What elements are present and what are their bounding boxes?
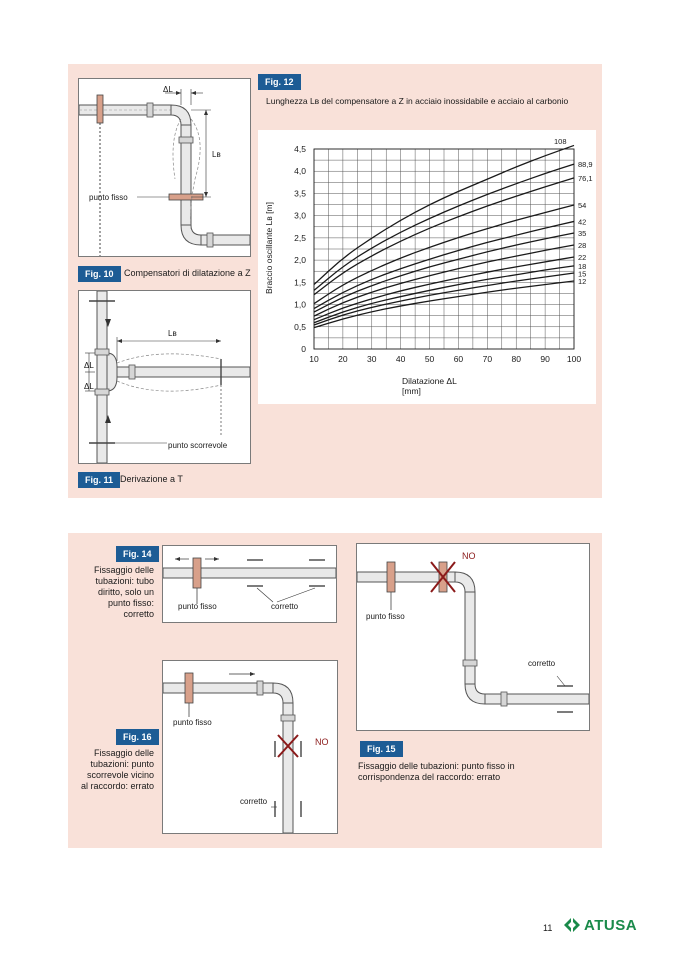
page-number: 11 xyxy=(543,923,553,933)
brand-mark-icon xyxy=(563,916,581,934)
fig15-punto-fisso-label: punto fisso xyxy=(366,612,405,621)
fig10-diagram xyxy=(78,78,251,257)
fig10-delta-l-label: ΔL xyxy=(163,85,173,94)
x-tick-label: 40 xyxy=(395,354,406,364)
y-tick-label: 3,0 xyxy=(294,210,306,221)
x-tick-label: 50 xyxy=(424,354,435,364)
fig15-diagram xyxy=(356,543,590,731)
fig15-corretto-label: corretto xyxy=(528,659,556,668)
y-tick-label: 2,5 xyxy=(294,232,306,243)
series-label: 22 xyxy=(578,253,587,262)
y-tick-label: 0,5 xyxy=(294,321,306,332)
y-tick-label: 0 xyxy=(301,344,306,354)
x-tick-label: 70 xyxy=(482,354,493,364)
series-label: 54 xyxy=(578,201,587,210)
y-tick-label: 1,5 xyxy=(294,277,306,288)
fig11-delta-l-1-label: ΔL xyxy=(84,361,94,370)
series-label: 42 xyxy=(578,217,587,227)
x-tick-label: 20 xyxy=(338,354,348,364)
series-label: 88,9 xyxy=(578,160,593,170)
series-label: 76,1 xyxy=(578,173,593,183)
series-label: 12 xyxy=(578,277,587,286)
fig11-diagram xyxy=(78,290,251,464)
x-tick-label: 10 xyxy=(309,354,319,364)
fig10-tag: Fig. 10 xyxy=(78,266,121,282)
fig10-punto-fisso-label: punto fisso xyxy=(89,193,128,202)
x-tick-label: 100 xyxy=(566,354,582,364)
fig15-caption: Fissaggio delle tubazioni: punto fisso in corrispondenza del raccordo: errato xyxy=(358,761,515,782)
fig11-caption: Derivazione a T xyxy=(120,474,183,484)
fig11-lb-label: Lʙ xyxy=(168,329,177,338)
fig12-caption: Lunghezza Lʙ del compensatore a Z in acciaio inossidabile e acciaio al carbonio xyxy=(266,96,569,106)
fig10-caption: Compensatori di dilatazione a Z xyxy=(124,268,251,278)
fig11-punto-scorrevole-label: punto scorrevole xyxy=(168,441,228,450)
fig14-tag: Fig. 14 xyxy=(116,546,159,562)
y-tick-label: 1,0 xyxy=(294,299,306,310)
y-tick-label: 2,0 xyxy=(294,255,306,266)
fig14-punto-fisso-label: punto fisso xyxy=(178,602,217,611)
series-label: 35 xyxy=(578,229,587,238)
fig11-tag: Fig. 11 xyxy=(78,472,120,488)
fig14-diagram xyxy=(162,545,337,623)
series-label: 18 xyxy=(578,261,587,271)
series-label: 15 xyxy=(578,269,587,279)
y-tick-label: 3,5 xyxy=(294,188,306,199)
chart-grid xyxy=(314,149,574,349)
x-tick-label: 80 xyxy=(511,354,521,364)
fig12-tag: Fig. 12 xyxy=(258,74,301,90)
series-label: 28 xyxy=(578,241,587,250)
brand-name: ATUSA xyxy=(584,916,638,934)
fig12-chart xyxy=(258,130,596,404)
fig16-tag: Fig. 16 xyxy=(116,729,159,745)
fig11-drawing xyxy=(79,291,250,463)
fig14-caption: Fissaggio delle tubazioni: tubo diritto, solo un punto fisso: corretto xyxy=(93,565,154,619)
fig15-no-label: NO xyxy=(462,551,476,561)
chart-y-label: Braccio oscillante Lʙ [m] xyxy=(264,202,274,294)
fig16-drawing xyxy=(163,661,337,833)
chart-x-ticks xyxy=(309,354,581,364)
chart-x-unit: [mm] xyxy=(402,386,421,396)
series-label: 108 xyxy=(554,137,567,146)
fig15-tag: Fig. 15 xyxy=(360,741,403,757)
x-tick-label: 60 xyxy=(453,354,464,364)
x-tick-label: 30 xyxy=(367,354,377,364)
fig16-caption: Fissaggio delle tubazioni: punto scorrevole vicino al raccordo: errato xyxy=(80,748,154,791)
y-tick-label: 4,0 xyxy=(294,166,306,177)
fig16-diagram xyxy=(162,660,338,834)
fig16-corretto-label: corretto xyxy=(240,797,268,806)
fig16-punto-fisso-label: punto fisso xyxy=(173,718,212,727)
y-tick-label: 4,5 xyxy=(294,144,306,154)
fig10-drawing xyxy=(79,79,250,256)
brand-logo xyxy=(563,914,637,936)
fig14-corretto-label: corretto xyxy=(271,602,299,611)
chart-y-ticks xyxy=(294,144,306,354)
fig16-no-label: NO xyxy=(315,737,329,747)
chart-x-label: Dilatazione ΔL xyxy=(402,376,457,386)
fig11-delta-l-2-label: ΔL xyxy=(84,382,94,391)
fig15-drawing xyxy=(357,544,589,730)
x-tick-label: 90 xyxy=(540,354,550,364)
fig12-chart-box xyxy=(258,130,596,404)
fig10-lb-label: Lʙ xyxy=(212,150,221,159)
